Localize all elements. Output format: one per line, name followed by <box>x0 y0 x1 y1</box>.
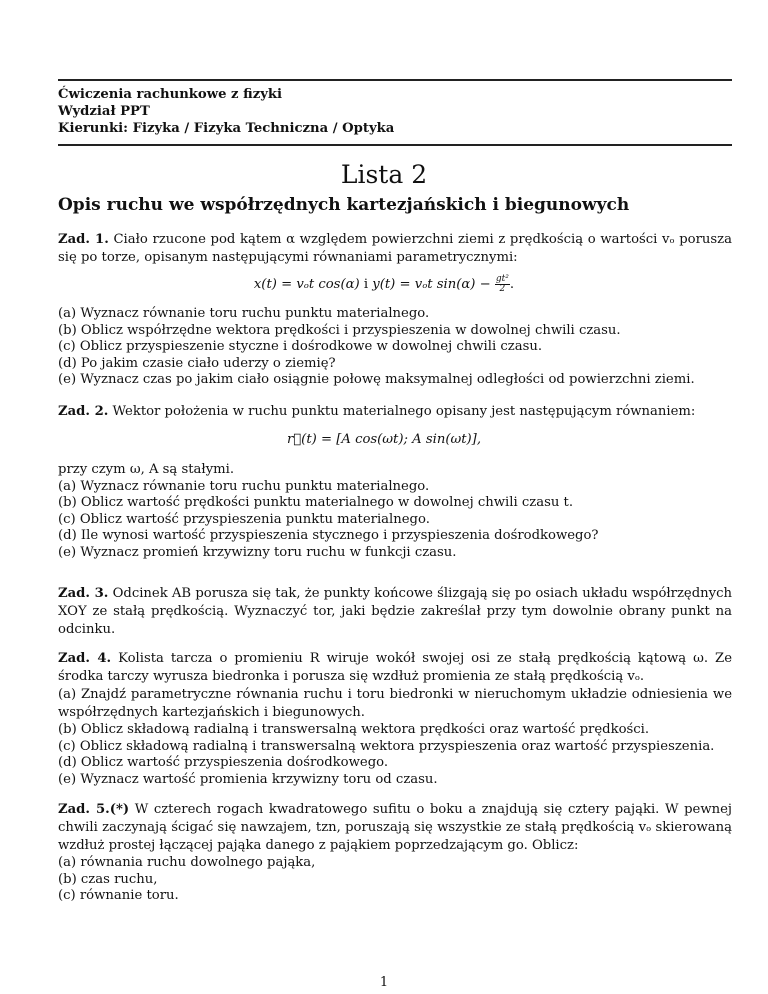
zad1-list <box>58 306 732 389</box>
zad1-eq-y: y(t) = vₒt sin(α) − <box>372 277 491 292</box>
zad1-body: Ciało rzucone pod kątem α względem powierzchni ziemi z prędkością o wartości vₒ porusza się po torze, opisanym następującymi równaniami parametrycznymi: <box>58 232 732 265</box>
list-item: (c) Oblicz składową radialną i transwersalną wektora przyspieszenia oraz wartość przyspieszenia. <box>58 738 715 754</box>
list-item: (d) Po jakim czasie ciało uderzy o ziemię? <box>58 355 336 371</box>
zad1-eq-fraction <box>495 275 510 294</box>
zad5-text <box>58 801 732 855</box>
page-title: Lista 2 <box>340 160 428 189</box>
list-item: (b) Oblicz wartość prędkości punktu materialnego w dowolnej chwili czasu t. <box>58 495 574 510</box>
list-item: (b) czas ruchu, <box>58 871 158 887</box>
list-item: przy czym ω, A są stałymi. <box>58 462 235 477</box>
zad4-text <box>58 650 732 686</box>
list-item: (d) Ile wynosi wartość przyspieszenia stycznego i przyspieszenia dośrodkowego? <box>58 528 599 543</box>
list-item: (a) Wyznacz równanie toru ruchu punktu materialnego. <box>58 306 430 321</box>
zad3-text <box>58 585 732 639</box>
zad1-equation: x(t) = vₒt cos(α) i y(t) = vₒt sin(α) − $\frac{\text{gt²}}{2}$ . <box>253 274 515 294</box>
zad3-body: Odcinek AB porusza się tak, że punkty końcowe ślizgają się po osiach układu współrzędnych XOY ze stałą prędkością. Wyznaczyć tor, jaki będzie zakreślał przy tym dowolnie obrany punkt na odcinku. <box>58 586 732 637</box>
zad1-eq-and: i <box>363 277 369 292</box>
list-item: (e) Wyznacz czas po jakim ciało osiągnie połowę maksymalnej odległości od powierzchni ziemi. <box>58 372 695 387</box>
header-course: Ćwiczenia rachunkowe z fizyki <box>58 87 283 102</box>
top-rule <box>58 79 732 81</box>
zad1-frac-num: gt² <box>495 274 509 284</box>
list-item: (c) Oblicz wartość przyspieszenia punktu materialnego. <box>58 511 430 527</box>
list-item: (e) Wyznacz wartość promienia krzywizny toru od czasu. <box>58 771 438 787</box>
list-item: (b) Oblicz współrzędne wektora prędkości i przyspieszenia w dowolnej chwili czasu. <box>58 322 621 338</box>
zad4-label: Zad. 4. <box>58 651 112 666</box>
header-faculty: Wydział PPT <box>58 104 150 119</box>
list-item: (a) Wyznacz równanie toru ruchu punktu materialnego. <box>58 478 430 494</box>
page-number: 1 <box>379 975 389 990</box>
zad5-body: W czterech rogach kwadratowego sufitu o boku a znajdują się cztery pająki. W pewnej chwili zaczynają ścigać się nawzajem, tzn, poruszają się wszystkie ze stałą prędkością vₒ skierowaną wzdłuż prostej łączącej pająka danego z pająkiem poprzedzającym go. Oblicz: <box>58 802 732 853</box>
zad1-text <box>58 231 732 267</box>
zad1-label: Zad. 1. <box>58 232 109 247</box>
header-rule <box>58 144 732 146</box>
header-fields: Kierunki: Fizyka / Fizyka Techniczna / Optyka <box>58 121 395 136</box>
list-item: (b) Oblicz składową radialną i transwersalną wektora prędkości oraz wartość prędkości. <box>58 722 650 737</box>
zad4-list <box>58 722 732 788</box>
zad4-body: Kolista tarcza o promieniu R wiruje wokół swojej osi ze stałą prędkością kątową ω. Ze środka tarczy wyrusza biedronka i porusza się wzdłuż promienia ze stałą prędkością vₒ. <box>58 651 732 684</box>
list-item: (c) równanie toru. <box>58 888 179 903</box>
zad1-eq-x: x(t) = vₒt cos(α) <box>253 277 360 292</box>
zad4-item-a: (a) Znajdź parametryczne równania ruchu i toru biedronki w nieruchomym układzie odniesienia we współrzędnych kartezjańskich i biegunowych. <box>58 687 732 720</box>
section-subtitle: Opis ruchu we współrzędnych kartezjańskich i biegunowych <box>58 195 630 215</box>
zad2-equation: r⃗(t) = [A cos(ωt); A sin(ωt)], <box>286 432 482 447</box>
zad2-text <box>58 403 732 421</box>
list-item: (c) Oblicz przyspieszenie styczne i dośrodkowe w dowolnej chwili czasu. <box>58 339 543 354</box>
list-item: (a) równania ruchu dowolnego pająka, <box>58 855 316 870</box>
zad1-frac-den: 2 <box>499 284 506 294</box>
list-item: (e) Wyznacz promień krzywizny toru ruchu w funkcji czasu. <box>58 544 457 560</box>
zad5-label: Zad. 5.(*) <box>58 802 130 817</box>
zad5-list <box>58 855 732 905</box>
zad2-list <box>58 462 732 561</box>
zad2-body: Wektor położenia w ruchu punktu materialnego opisany jest następującym równaniem: <box>112 404 696 419</box>
zad3-label: Zad. 3. <box>58 586 109 601</box>
list-item: (d) Oblicz wartość przyspieszenia dośrodkowego. <box>58 755 389 770</box>
zad2-label: Zad. 2. <box>58 404 109 419</box>
